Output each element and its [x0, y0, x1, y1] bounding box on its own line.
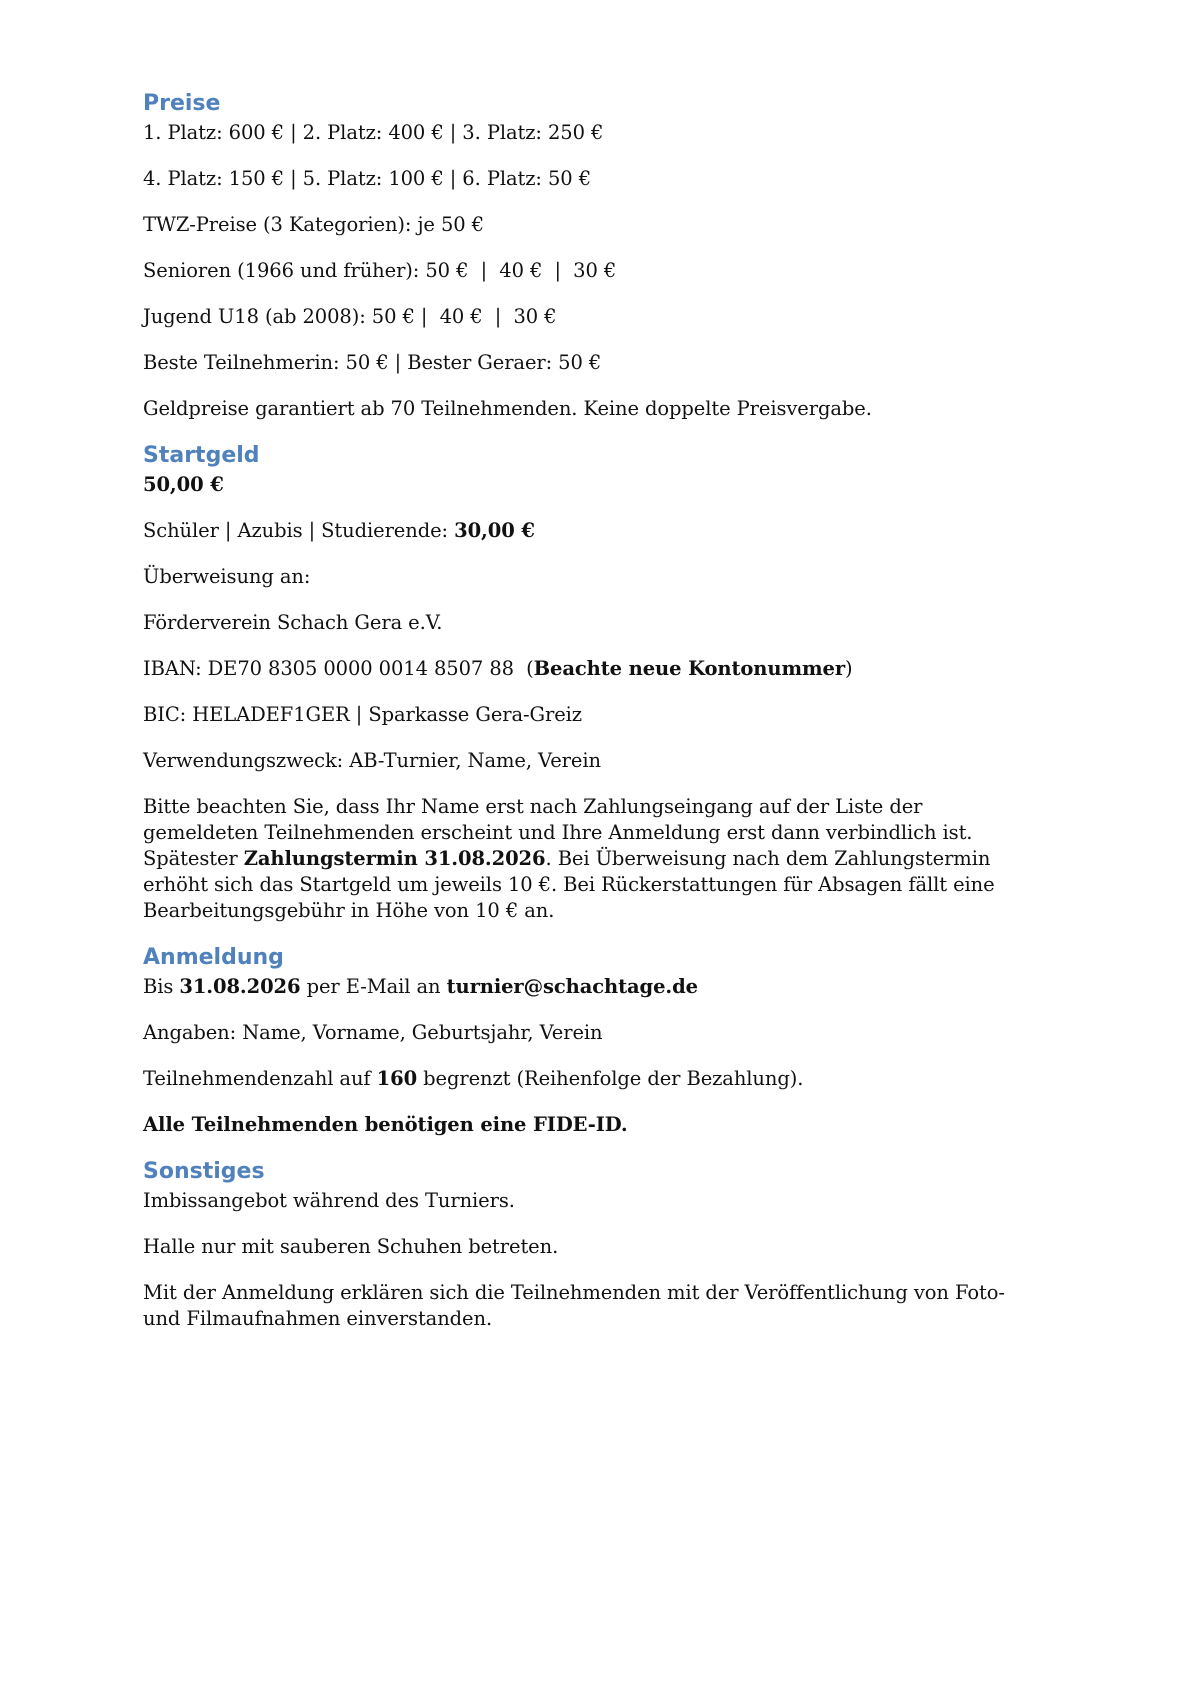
- section-sonstiges: [143, 1158, 1043, 1332]
- startgeld-reduced: [143, 518, 1043, 544]
- registration-email: turnier@schachtage.de: [446, 975, 698, 998]
- preise-line-6: Beste Teilnehmerin: 50 € | Bester Geraer: 50 €: [143, 351, 602, 374]
- payment-notice-part-2: . Bei Überweisung nach dem Zahlungstermin erhöht sich das Startgeld um jeweils 10 €. Bei Rückerstattungen für Absagen fällt eine Bearbeitungsgebühr in Höhe von 10 € an.: [143, 847, 995, 922]
- iban-line: [143, 656, 1043, 682]
- heading-anmeldung: Anmeldung: [143, 945, 284, 970]
- heading-preise: Preise: [143, 91, 221, 116]
- transfer-recipient: Förderverein Schach Gera e.V.: [143, 611, 443, 634]
- startgeld-reduced-value: 30,00 €: [454, 519, 535, 542]
- registration-details: Angaben: Name, Vorname, Geburtsjahr, Verein: [143, 1021, 603, 1044]
- iban-close: ): [845, 657, 853, 680]
- payment-notice-part-1: Bitte beachten Sie, dass Ihr Name erst nach Zahlungseingang auf der Liste der gemeldeten Teilnehmenden erscheint und Ihre Anmeldung erst dann verbindlich ist. Spätester: [143, 795, 973, 870]
- document-page: [143, 90, 1043, 1352]
- section-preise: [143, 90, 1043, 422]
- section-anmeldung: [143, 944, 1043, 1138]
- heading-startgeld: Startgeld: [143, 443, 260, 468]
- preise-line-4: Senioren (1966 und früher): 50 € | 40 € | 30 €: [143, 259, 617, 282]
- startgeld-reduced-label: Schüler | Azubis | Studierende:: [143, 519, 455, 542]
- participant-limit: [143, 1066, 1043, 1092]
- registration-prefix: Bis: [143, 975, 180, 998]
- fide-requirement: [143, 1112, 1043, 1138]
- limit-number: 160: [376, 1067, 418, 1090]
- registration-date: 31.08.2026: [179, 975, 301, 998]
- limit-prefix: Teilnehmendenzahl auf: [143, 1067, 377, 1090]
- sonstiges-line-1: Imbissangebot während des Turniers.: [143, 1189, 515, 1212]
- payment-notice: [143, 794, 1043, 924]
- heading-sonstiges: Sonstiges: [143, 1159, 265, 1184]
- limit-suffix: begrenzt (Reihenfolge der Bezahlung).: [417, 1067, 804, 1090]
- iban-note: Beachte neue Kontonummer: [533, 657, 846, 680]
- preise-line-2: 4. Platz: 150 € | 5. Platz: 100 € | 6. Platz: 50 €: [143, 167, 591, 190]
- preise-line-7: Geldpreise garantiert ab 70 Teilnehmenden. Keine doppelte Preisvergabe.: [143, 397, 872, 420]
- iban-text: IBAN: DE70 8305 0000 0014 8507 88 (: [143, 657, 534, 680]
- preise-line-3: TWZ-Preise (3 Kategorien): je 50 €: [143, 213, 484, 236]
- startgeld-amount-value: 50,00 €: [143, 473, 224, 496]
- purpose-line: Verwendungszweck: AB-Turnier, Name, Verein: [143, 749, 601, 772]
- registration-deadline: [143, 974, 1043, 1000]
- preise-line-1: 1. Platz: 600 € | 2. Platz: 400 € | 3. Platz: 250 €: [143, 121, 604, 144]
- bic-line: BIC: HELADEF1GER | Sparkasse Gera-Greiz: [143, 703, 582, 726]
- sonstiges-line-2: Halle nur mit sauberen Schuhen betreten.: [143, 1235, 559, 1258]
- fide-requirement-text: Alle Teilnehmenden benötigen eine FIDE-ID.: [143, 1113, 628, 1136]
- preise-line-5: Jugend U18 (ab 2008): 50 € | 40 € | 30 €: [143, 305, 557, 328]
- sonstiges-line-3: Mit der Anmeldung erklären sich die Teilnehmenden mit der Veröffentlichung von Foto- und Filmaufnahmen einverstanden.: [143, 1281, 1005, 1330]
- payment-deadline: Zahlungstermin 31.08.2026: [243, 847, 546, 870]
- transfer-label: Überweisung an:: [143, 565, 311, 588]
- registration-middle: per E-Mail an: [300, 975, 447, 998]
- section-startgeld: [143, 442, 1043, 924]
- startgeld-amount: [143, 472, 1043, 498]
